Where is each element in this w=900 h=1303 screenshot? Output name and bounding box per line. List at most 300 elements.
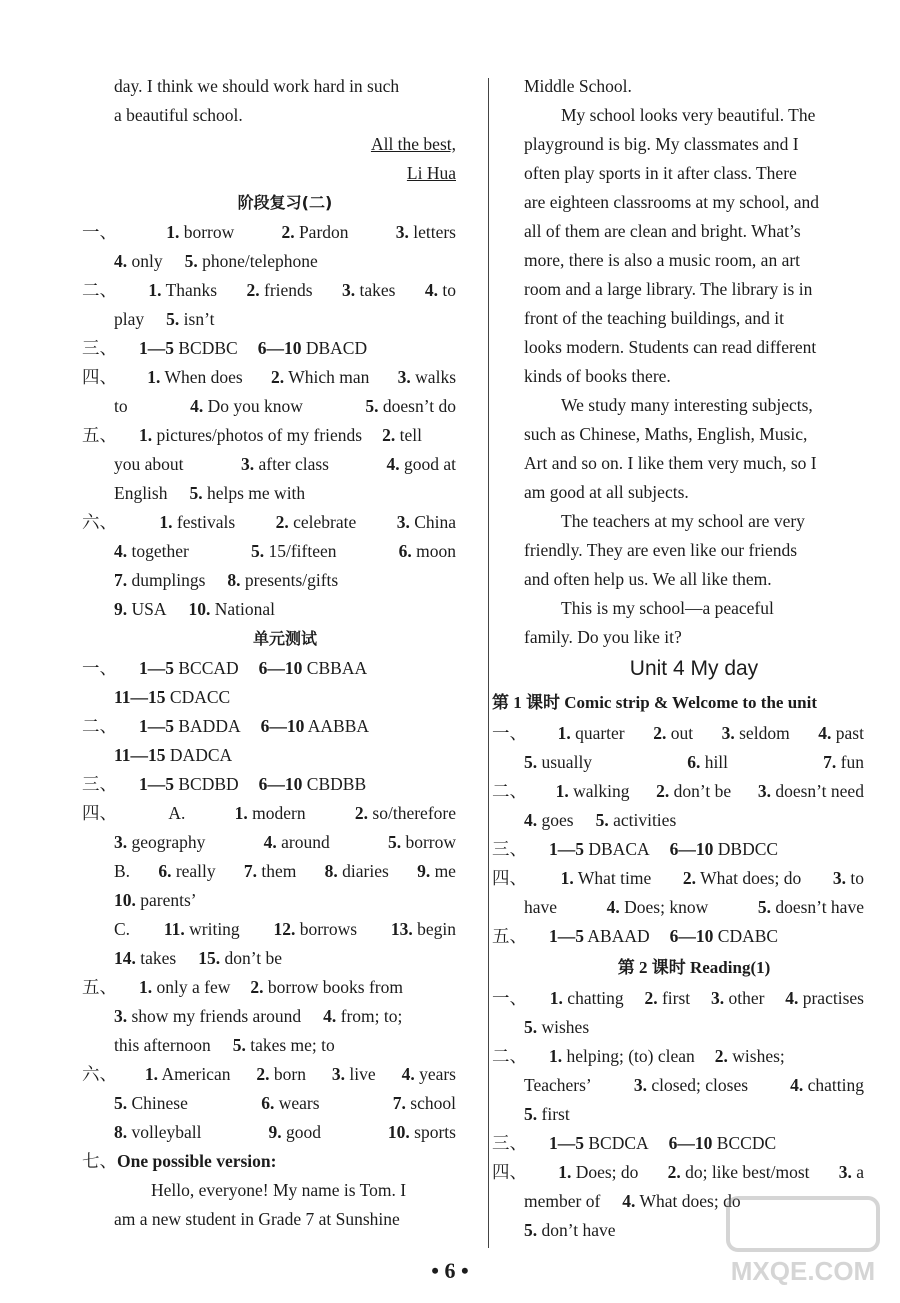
item-number: 1. — [144, 1064, 159, 1084]
answer-line — [82, 276, 456, 305]
item-number: 5. — [524, 1017, 538, 1037]
answer-line — [114, 537, 456, 566]
answer-text: BCDBC — [178, 338, 238, 358]
answer-text: DBACD — [305, 338, 368, 358]
item-number: 11—15 — [114, 687, 166, 707]
item-number: 1. — [139, 425, 153, 445]
answer-text: chatting — [567, 988, 624, 1008]
answer-text: hill — [704, 752, 729, 772]
answer-item — [114, 537, 189, 566]
essay-line: front of the teaching buildings, and it — [524, 308, 785, 328]
answer-text: good at — [403, 454, 456, 474]
answer-line — [82, 799, 456, 828]
answer-item — [558, 719, 625, 748]
item-number: 1. — [555, 781, 569, 801]
item-number: 2. — [667, 1162, 681, 1182]
answer-item — [189, 479, 305, 508]
item-number: 3. — [721, 723, 735, 743]
answer-item — [388, 828, 456, 857]
item-number: 4. — [263, 832, 277, 852]
answer-item — [114, 683, 230, 712]
answer-text: borrows — [299, 919, 358, 939]
item-number: 5. — [365, 396, 379, 416]
answer-text: born — [273, 1064, 306, 1084]
answer-item — [823, 748, 864, 777]
answer-item — [258, 334, 367, 363]
answer-text: Does; do — [575, 1162, 639, 1182]
item-number: 6—10 — [258, 774, 303, 794]
answer-text: quarter — [575, 723, 625, 743]
item-number: 4. — [401, 1064, 415, 1084]
answer-text: borrow books from — [267, 977, 403, 997]
answer-item — [391, 915, 456, 944]
item-number: 5. — [757, 897, 771, 917]
answer-item — [398, 363, 456, 392]
answer-item — [393, 1089, 456, 1118]
answer-text: walking — [573, 781, 630, 801]
answer-item — [653, 719, 693, 748]
answer-item — [276, 508, 357, 537]
item-number: 4. — [190, 396, 204, 416]
question-number: 二、 — [82, 280, 117, 300]
item-number: 2. — [246, 280, 260, 300]
question-number: 二、 — [492, 1046, 527, 1066]
answer-item — [114, 305, 144, 334]
answer-text: Does; know — [624, 897, 709, 917]
item-number: 1—5 — [549, 1133, 584, 1153]
item-number: 1. — [549, 1046, 563, 1066]
item-number: 9. — [114, 599, 128, 619]
answer-item — [388, 1118, 456, 1147]
item-number: 1—5 — [549, 926, 584, 946]
answer-item — [281, 218, 348, 247]
answer-text: ABAAD — [587, 926, 650, 946]
answer-text: good — [285, 1122, 321, 1142]
answer-text: to — [114, 396, 128, 416]
item-number: 3. — [342, 280, 356, 300]
item-number: 5. — [524, 1104, 538, 1124]
answer-text: USA — [131, 599, 167, 619]
item-number: 1. — [560, 868, 574, 888]
answer-item — [607, 893, 709, 922]
item-number: 1—5 — [549, 839, 584, 859]
answer-line — [524, 748, 864, 777]
answer-text: school — [410, 1093, 456, 1113]
item-number: 1. — [234, 803, 248, 823]
answer-text: don’t be — [224, 948, 282, 968]
essay-line: This is my school—a peaceful — [561, 598, 774, 618]
answer-item — [139, 334, 238, 363]
closing-text: All the best, — [370, 134, 456, 154]
answer-item — [818, 719, 864, 748]
answer-text: tell — [399, 425, 422, 445]
answer-item — [417, 857, 456, 886]
answer-item — [323, 1002, 402, 1031]
answer-line — [114, 915, 456, 944]
answer-item — [235, 799, 306, 828]
answer-line — [524, 1013, 864, 1042]
answer-line — [524, 893, 864, 922]
answer-line — [114, 1031, 456, 1060]
answer-item — [114, 1002, 301, 1031]
answer-text: isn’t — [183, 309, 215, 329]
answer-text: festivals — [176, 512, 236, 532]
answer-item — [185, 247, 318, 276]
answer-text: around — [281, 832, 330, 852]
answer-item — [145, 1060, 231, 1089]
question-number: 四、 — [82, 367, 117, 387]
answer-text: National — [214, 599, 276, 619]
answer-text: wishes — [541, 1017, 590, 1037]
answer-item — [244, 857, 297, 886]
answer-line — [114, 944, 456, 973]
lesson-heading-2: 第 2 课时 Reading(1) — [617, 958, 771, 977]
answer-item — [785, 984, 864, 1013]
answer-text: live — [349, 1064, 376, 1084]
essay-line: am good at all subjects. — [524, 482, 689, 502]
answer-text: begin — [417, 919, 456, 939]
answer-text: seldom — [739, 723, 790, 743]
answer-text: out — [670, 723, 694, 743]
answer-item — [396, 218, 456, 247]
answer-line — [524, 806, 864, 835]
answer-text: helps me with — [206, 483, 306, 503]
answer-line — [82, 973, 456, 1002]
item-number: 6. — [261, 1093, 275, 1113]
answer-item — [634, 1071, 748, 1100]
answer-item — [355, 799, 456, 828]
answer-item — [670, 835, 778, 864]
answer-item — [711, 984, 764, 1013]
answer-text: doesn’t need — [775, 781, 864, 801]
item-number: 1. — [159, 512, 173, 532]
answer-text: CDACC — [169, 687, 231, 707]
essay-line: room and a large library. The library is in — [524, 279, 813, 299]
item-number: 7. — [243, 861, 258, 881]
item-number: 10. — [114, 890, 136, 910]
answer-item — [259, 654, 367, 683]
answer-item — [715, 1042, 785, 1071]
answer-line — [82, 363, 456, 392]
answer-text: wishes; — [732, 1046, 785, 1066]
item-number: 5. — [595, 810, 609, 830]
answer-item — [166, 305, 214, 334]
answer-text: first — [661, 988, 691, 1008]
item-number: 11—15 — [114, 745, 166, 765]
essay-line: My school looks very beautiful. The — [561, 105, 816, 125]
answer-text: Which man — [288, 367, 370, 387]
watermark-text: MXQE.COM — [730, 1256, 876, 1286]
question-number: 四、 — [492, 1162, 527, 1182]
question-number: 五、 — [492, 926, 527, 946]
answer-text: borrow — [183, 222, 235, 242]
answer-text: Teachers’ — [524, 1075, 592, 1095]
answer-text: closed; closes — [651, 1075, 749, 1095]
item-number: 5. — [232, 1035, 246, 1055]
answer-item — [114, 886, 197, 915]
answer-text: What does; do — [700, 868, 802, 888]
item-number: 2. — [653, 723, 667, 743]
answer-line — [114, 857, 456, 886]
item-number: 3. — [396, 512, 410, 532]
answer-item — [189, 595, 276, 624]
answer-item — [261, 1089, 319, 1118]
answer-item — [114, 1118, 201, 1147]
item-number: 2. — [271, 367, 285, 387]
item-number: 5. — [114, 1093, 128, 1113]
essay-line: such as Chinese, Maths, English, Music, — [524, 424, 808, 444]
item-number: 13. — [390, 919, 413, 939]
answer-item — [114, 450, 184, 479]
item-number: 1. — [558, 1162, 572, 1182]
answer-item — [139, 973, 230, 1002]
watermark-logo — [720, 1190, 890, 1290]
essay-line: often play sports in it after class. There — [524, 163, 797, 183]
answer-text: me — [434, 861, 456, 881]
answer-text: BCDCA — [588, 1133, 649, 1153]
item-number: 1. — [139, 977, 153, 997]
answer-item — [549, 835, 650, 864]
item-number: 2. — [354, 803, 369, 823]
answer-item — [114, 828, 205, 857]
essay-line: Middle School. — [524, 76, 632, 96]
answer-item — [402, 1060, 456, 1089]
item-number: 7. — [392, 1093, 406, 1113]
answer-item — [139, 654, 239, 683]
answer-text: you about — [114, 454, 184, 474]
answer-item — [668, 1158, 810, 1187]
answer-text: C. — [114, 919, 131, 939]
answer-item — [524, 1013, 589, 1042]
answer-line — [492, 1158, 864, 1187]
item-number: 6—10 — [668, 1133, 713, 1153]
answer-item — [325, 857, 389, 886]
item-number: 5. — [184, 251, 198, 271]
answer-line — [114, 247, 456, 276]
answer-text: BCCDC — [716, 1133, 777, 1153]
item-number: 4. — [323, 1006, 337, 1026]
answer-item — [139, 712, 241, 741]
letter-signature — [114, 159, 456, 188]
answer-text: writing — [189, 919, 240, 939]
answer-line — [114, 1002, 456, 1031]
answer-text: a — [856, 1162, 864, 1182]
answer-text: takes — [359, 280, 396, 300]
essay-line: family. Do you like it? — [524, 627, 682, 647]
answer-line — [82, 654, 456, 683]
answer-item — [790, 1071, 864, 1100]
answer-line — [114, 392, 456, 421]
answer-item — [669, 1129, 776, 1158]
answer-item — [168, 799, 185, 828]
answer-text: fun — [840, 752, 864, 772]
page-number: • 6 • — [431, 1258, 469, 1283]
answer-line — [524, 1100, 864, 1129]
item-number: 4. — [524, 810, 538, 830]
answer-text: really — [175, 861, 216, 881]
answer-text: AABBA — [307, 716, 370, 736]
answer-item — [332, 1060, 376, 1089]
answer-text: past — [835, 723, 864, 743]
item-number: 4. — [386, 454, 400, 474]
answer-line — [82, 770, 456, 799]
answer-text: moon — [416, 541, 456, 561]
answer-item — [833, 864, 864, 893]
essay-line: am a new student in Grade 7 at Sunshine — [114, 1209, 400, 1229]
answer-item — [114, 1089, 188, 1118]
answer-text: helping; (to) clean — [566, 1046, 695, 1066]
item-number: 3. — [114, 832, 128, 852]
answer-item — [524, 1187, 600, 1216]
answer-line — [492, 922, 864, 951]
letter-line: a beautiful school. — [114, 105, 243, 125]
question-number: 四、 — [492, 868, 527, 888]
question-number: 五、 — [82, 977, 117, 997]
answer-line — [114, 886, 456, 915]
item-number: 4. — [114, 251, 128, 271]
answer-text: don’t have — [541, 1220, 616, 1240]
item-number: 4. — [424, 280, 438, 300]
item-number: 2. — [275, 512, 289, 532]
question-number: 三、 — [492, 1133, 527, 1153]
answer-item — [114, 247, 163, 276]
item-number: 6. — [687, 752, 701, 772]
item-number: 1—5 — [139, 716, 174, 736]
answer-item — [397, 508, 456, 537]
answer-line — [492, 777, 864, 806]
item-number: 3. — [241, 454, 255, 474]
answer-text: takes — [140, 948, 177, 968]
answer-line — [524, 1071, 864, 1100]
item-number: 6—10 — [258, 658, 303, 678]
answer-text: walks — [415, 367, 456, 387]
answer-item — [114, 566, 205, 595]
answer-item — [524, 893, 557, 922]
item-number: 14. — [114, 948, 136, 968]
answer-text: BADDA — [178, 716, 241, 736]
answer-item — [273, 915, 357, 944]
item-number: 3. — [838, 1162, 852, 1182]
answer-item — [549, 922, 650, 951]
answer-line — [114, 566, 456, 595]
answer-text: volleyball — [131, 1122, 202, 1142]
item-number: 5. — [166, 309, 180, 329]
answer-text: DBACA — [588, 839, 650, 859]
answer-text: chatting — [807, 1075, 864, 1095]
answer-item — [166, 218, 234, 247]
answer-item — [425, 276, 456, 305]
item-number: 3. — [397, 367, 411, 387]
answer-text: goes — [541, 810, 574, 830]
answer-text: other — [728, 988, 765, 1008]
answer-item — [259, 770, 366, 799]
answer-item — [190, 392, 303, 421]
answer-item — [164, 915, 240, 944]
answer-item — [524, 1071, 592, 1100]
answer-text: DBDCC — [717, 839, 779, 859]
question-number: 三、 — [492, 839, 527, 859]
answer-text: Chinese — [131, 1093, 188, 1113]
answer-text: this afternoon — [114, 1035, 211, 1055]
question-number: 六、 — [82, 1064, 117, 1084]
answer-item — [114, 944, 176, 973]
answer-item — [114, 857, 130, 886]
item-number: 5. — [250, 541, 265, 561]
answer-item — [139, 421, 362, 450]
answer-item — [656, 777, 731, 806]
item-number: 1—5 — [139, 774, 174, 794]
answer-text: wears — [278, 1093, 320, 1113]
question-number: 五、 — [82, 425, 117, 445]
essay-heading — [82, 1147, 456, 1176]
answer-text: sports — [414, 1122, 456, 1142]
essay-heading-text: One possible version: — [117, 1151, 277, 1171]
answer-item — [114, 479, 167, 508]
section-heading-review: 阶段复习(二) — [237, 193, 333, 212]
answer-line — [492, 719, 864, 748]
item-number: 15. — [198, 948, 221, 968]
answer-line — [492, 984, 864, 1013]
answer-text: Pardon — [298, 222, 349, 242]
answer-item — [264, 828, 330, 857]
answer-item — [644, 984, 690, 1013]
essay-line: kinds of books there. — [524, 366, 671, 386]
answer-text: to — [442, 280, 456, 300]
item-number: 1—5 — [139, 338, 174, 358]
answer-text: friends — [264, 280, 313, 300]
item-number: 4. — [818, 723, 832, 743]
essay-line: friendly. They are even like our friends — [524, 540, 798, 560]
answer-line — [82, 421, 456, 450]
question-number: 四、 — [82, 803, 117, 823]
item-number: 2. — [281, 222, 295, 242]
answer-text: CDABC — [717, 926, 779, 946]
answer-item — [256, 1060, 306, 1089]
answer-text: doesn’t do — [382, 396, 456, 416]
answer-text: only — [131, 251, 163, 271]
answer-line — [114, 305, 456, 334]
answer-text: letters — [413, 222, 456, 242]
item-number: 1. — [147, 367, 161, 387]
answer-line — [114, 450, 456, 479]
answer-text: member of — [524, 1191, 601, 1211]
answer-item — [261, 712, 369, 741]
answer-text: takes me; to — [250, 1035, 335, 1055]
item-number: 5. — [189, 483, 203, 503]
item-number: 2. — [256, 1064, 270, 1084]
item-number: 4. — [622, 1191, 636, 1211]
answer-text: play — [114, 309, 145, 329]
answer-item — [758, 893, 864, 922]
essay-line: and often help us. We all like them. — [524, 569, 772, 589]
question-number: 六、 — [82, 512, 117, 532]
answer-text: pictures/photos of my friends — [156, 425, 363, 445]
answer-item — [558, 1158, 638, 1187]
answer-line — [492, 1129, 864, 1158]
question-number: 一、 — [82, 222, 117, 242]
answer-text: geography — [131, 832, 206, 852]
answer-text: from; to; — [340, 1006, 403, 1026]
answer-text: BCCAD — [178, 658, 239, 678]
answer-line — [82, 218, 456, 247]
item-number: 1. — [549, 988, 563, 1008]
answer-line — [114, 1089, 456, 1118]
column-divider — [488, 78, 489, 1248]
answer-item — [198, 944, 282, 973]
answer-item — [549, 1129, 649, 1158]
essay-line: The teachers at my school are very — [561, 511, 805, 531]
essay-line: Hello, everyone! My name is Tom. I — [151, 1180, 407, 1200]
